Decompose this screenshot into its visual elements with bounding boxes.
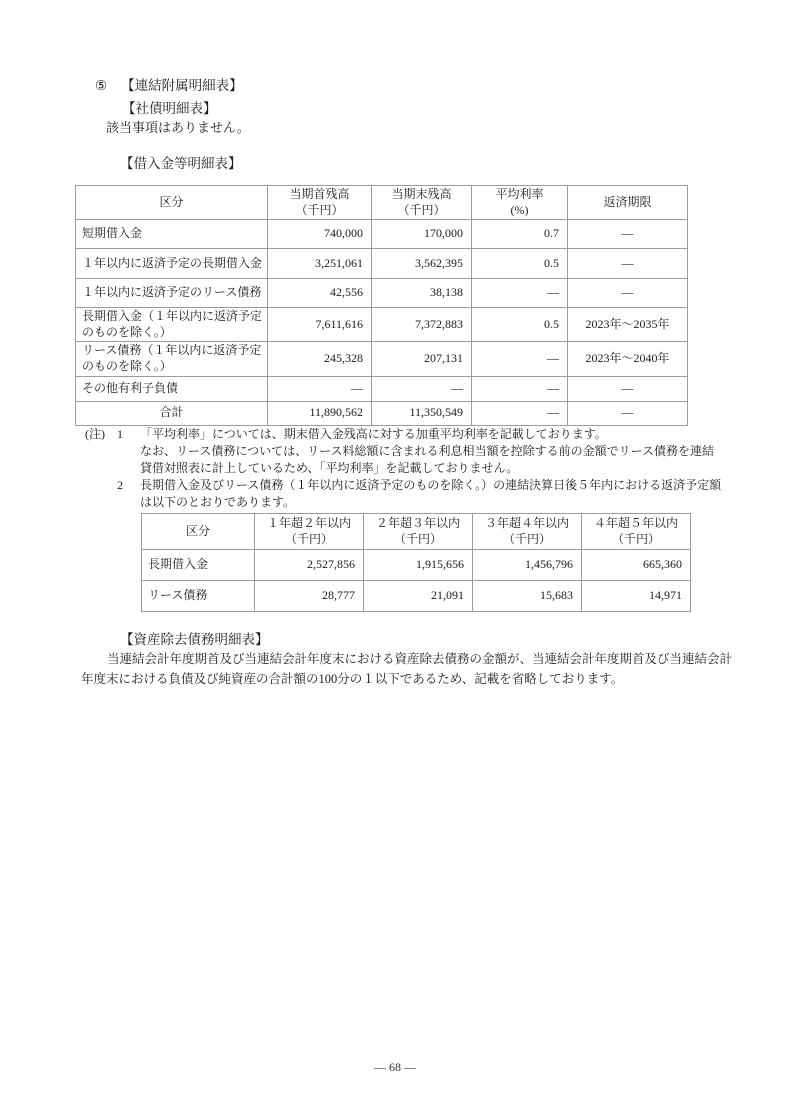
note-marker-spacer	[85, 477, 117, 511]
aro-body-line: 年度末における負債及び純資産の合計額の100分の１以下であるため、記載を省略しております。	[81, 672, 624, 686]
amount-1to2-years: 28,777	[255, 581, 364, 612]
table-row	[142, 581, 691, 612]
table-row	[76, 220, 688, 249]
closing-balance: 170,000	[372, 220, 472, 249]
repayment-term: ―	[568, 220, 688, 249]
maturity-table	[141, 513, 691, 612]
average-rate: 0.5	[472, 308, 568, 342]
average-rate: 0.7	[472, 220, 568, 249]
maturity-table-header-row	[142, 514, 691, 550]
repayment-term: ―	[568, 401, 688, 425]
col-header-3to4-years: ３年超４年以内 （千円）	[473, 514, 582, 550]
note-text	[140, 477, 721, 511]
repayment-term: 2023年～2040年	[568, 342, 688, 376]
opening-balance: 7,611,616	[268, 308, 372, 342]
row-label: リース債務（１年以内に返済予定のものを除く。）	[76, 342, 268, 376]
note-line: は以下のとおりであります。	[140, 495, 296, 509]
section-heading	[95, 74, 243, 94]
col-header-opening-balance: 当期首残高 （千円）	[268, 186, 372, 220]
opening-balance: 11,890,562	[268, 401, 372, 425]
amount-3to4-years: 15,683	[473, 581, 582, 612]
note-line: 貸借対照表に計上しているため、「平均利率」を記載しておりません。	[140, 461, 519, 475]
row-label: 長期借入金	[142, 550, 255, 581]
closing-balance: 11,350,549	[372, 401, 472, 425]
row-label: １年以内に返済予定のリース債務	[76, 279, 268, 308]
col-header-average-rate: 平均利率 (%)	[472, 186, 568, 220]
amount-2to3-years: 1,915,656	[364, 550, 473, 581]
opening-balance: 245,328	[268, 342, 372, 376]
row-label: 合計	[76, 401, 268, 425]
row-label: １年以内に返済予定の長期借入金	[76, 249, 268, 279]
repayment-term: ―	[568, 279, 688, 308]
note-number: 1	[117, 427, 123, 441]
col-header-closing-balance: 当期末残高 （千円）	[372, 186, 472, 220]
closing-balance: 3,562,395	[372, 249, 472, 279]
note-item	[85, 477, 721, 511]
note-text	[140, 426, 714, 477]
average-rate: ―	[472, 376, 568, 401]
average-rate: ―	[472, 401, 568, 425]
note-number: 2	[117, 478, 123, 492]
table-row	[76, 308, 688, 342]
repayment-term: ―	[568, 249, 688, 279]
note-item	[85, 426, 721, 477]
loan-table	[75, 185, 688, 426]
note-line: 長期借入金及びリース債務（１年以内に返済予定のものを除く。）の連結決算日後５年内における返済予定額	[140, 478, 722, 492]
table-row	[142, 550, 691, 581]
opening-balance: 42,556	[268, 279, 372, 308]
section-title: 【連結附属明細表】	[121, 78, 243, 93]
opening-balance: ―	[268, 376, 372, 401]
notes-block	[85, 426, 721, 511]
opening-balance: 740,000	[268, 220, 372, 249]
table-row	[76, 376, 688, 401]
page-number: ― 68 ―	[374, 1060, 416, 1074]
closing-balance: ―	[372, 376, 472, 401]
col-header-category: 区分	[76, 186, 268, 220]
table-row-total	[76, 401, 688, 425]
table-row	[76, 342, 688, 376]
amount-4to5-years: 665,360	[582, 550, 691, 581]
col-header-4to5-years: ４年超５年以内 （千円）	[582, 514, 691, 550]
bond-schedule-body: 該当事項はありません。	[106, 120, 250, 135]
closing-balance: 38,138	[372, 279, 472, 308]
note-line: なお、リース債務については、リース料総額に含まれる利息相当額を控除する前の金額でリース債務を連結	[140, 444, 714, 458]
aro-schedule-body	[81, 649, 732, 689]
row-label: リース債務	[142, 581, 255, 612]
row-label: 短期借入金	[76, 220, 268, 249]
note-marker: (注)	[85, 427, 105, 441]
amount-3to4-years: 1,456,796	[473, 550, 582, 581]
loan-schedule-title: 【借入金等明細表】	[120, 156, 242, 171]
col-header-category: 区分	[142, 514, 255, 550]
table-row	[76, 279, 688, 308]
section-number: ⑤	[95, 78, 108, 93]
amount-4to5-years: 14,971	[582, 581, 691, 612]
bond-schedule-title: 【社債明細表】	[122, 101, 217, 116]
row-label: その他有利子負債	[76, 376, 268, 401]
opening-balance: 3,251,061	[268, 249, 372, 279]
loan-table-header-row	[76, 186, 688, 220]
aro-schedule-title: 【資産除去債務明細表】	[120, 632, 269, 647]
amount-1to2-years: 2,527,856	[255, 550, 364, 581]
col-header-repayment-term: 返済期限	[568, 186, 688, 220]
amount-2to3-years: 21,091	[364, 581, 473, 612]
average-rate: 0.5	[472, 249, 568, 279]
repayment-term: ―	[568, 376, 688, 401]
note-line: 「平均利率」については、期末借入金残高に対する加重平均利率を記載しております。	[140, 427, 607, 441]
average-rate: ―	[472, 279, 568, 308]
table-row	[76, 249, 688, 279]
row-label: 長期借入金（１年以内に返済予定のものを除く。）	[76, 308, 268, 342]
col-header-1to2-years: １年超２年以内 （千円）	[255, 514, 364, 550]
average-rate: ―	[472, 342, 568, 376]
col-header-2to3-years: ２年超３年以内 （千円）	[364, 514, 473, 550]
closing-balance: 207,131	[372, 342, 472, 376]
aro-body-line: 当連結会計年度期首及び当連結会計年度末における資産除去債務の金額が、当連結会計年度期首及び当連結会計	[107, 652, 733, 666]
closing-balance: 7,372,883	[372, 308, 472, 342]
repayment-term: 2023年～2035年	[568, 308, 688, 342]
